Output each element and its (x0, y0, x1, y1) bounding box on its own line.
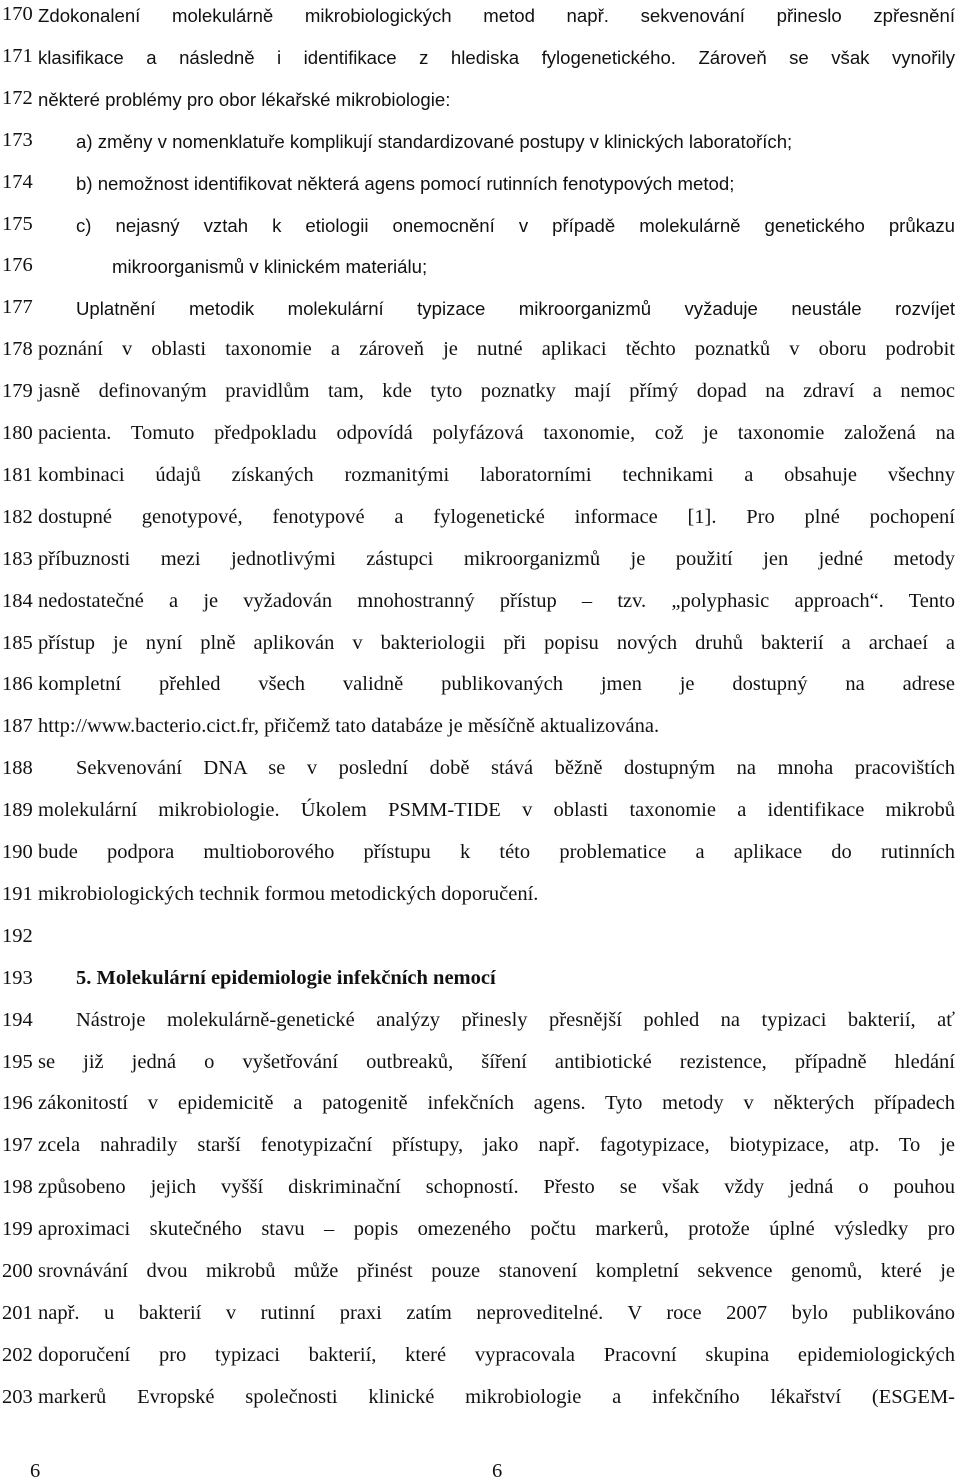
document-line (0, 0, 960, 42)
line-number: 196 (2, 1092, 33, 1115)
line-text: Nástroje molekulárně-genetické analýzy přinesly přesnější pohled na typizaci bakterií, ať (76, 1008, 955, 1031)
document-line (0, 1006, 960, 1048)
line-number: 178 (2, 338, 33, 361)
line-text: doporučení pro typizaci bakterií, které vypracovala Pracovní skupina epidemiologických (38, 1343, 955, 1366)
document-line (0, 712, 960, 754)
line-number: 195 (2, 1050, 33, 1073)
line-number: 198 (2, 1176, 33, 1199)
line-text: přístup je nyní plně aplikován v bakteriologii při popisu nových druhů bakterií a archaeí a (38, 631, 955, 654)
line-number: 175 (2, 212, 33, 235)
line-text: a) změny v nomenklatuře komplikují standardizované postupy v klinických laboratořích; (76, 130, 793, 152)
line-text: molekulární mikrobiologie. Úkolem PSMM-TIDE v oblasti taxonomie a identifikace mikrobů (38, 799, 955, 822)
line-text: se již jedná o vyšetřování outbreaků, šíření antibiotické rezistence, případně hledání (38, 1050, 955, 1073)
document-line (0, 545, 960, 587)
document-line (0, 796, 960, 838)
line-number: 171 (2, 44, 33, 67)
line-number: 174 (2, 170, 33, 193)
line-number: 192 (2, 924, 33, 947)
line-number: 194 (2, 1008, 33, 1031)
line-number: 202 (2, 1343, 33, 1366)
document-line (0, 629, 960, 671)
line-number: 183 (2, 547, 33, 570)
document-line (0, 1089, 960, 1131)
document-line (0, 880, 960, 922)
line-number: 200 (2, 1260, 33, 1282)
document-line (0, 1048, 960, 1090)
document-line (0, 503, 960, 545)
document-line (0, 1173, 960, 1215)
line-text: markerů Evropské společnosti klinické mikrobiologie a infekčního lékařství (ESGEM- (38, 1385, 955, 1408)
line-text: zákonitostí v epidemicitě a patogenitě infekčních agens. Tyto metody v některých případech (38, 1092, 955, 1115)
line-text: http://www.bacterio.cict.fr, přičemž tato databáze je měsíčně aktualizována. (38, 715, 660, 738)
document-line (0, 419, 960, 461)
document-line (0, 84, 960, 126)
line-number: 177 (2, 296, 33, 319)
document-line (0, 335, 960, 377)
line-text: b) nemožnost identifikovat některá agens pomocí rutinních fenotypových metod; (76, 172, 735, 194)
line-text: kombinaci údajů získaných rozmanitými laboratorními technikami a obsahuje všechny (38, 463, 955, 486)
line-number: 182 (2, 505, 33, 528)
document-line (0, 168, 960, 210)
line-text: dostupné genotypové, fenotypové a fylogenetické informace [1]. Pro plné pochopení (38, 505, 955, 528)
document-line (0, 126, 960, 168)
line-number: 197 (2, 1134, 33, 1157)
line-text: Uplatnění metodik molekulární typizace mikroorganizmů vyžaduje neustále rozvíjet (76, 298, 955, 320)
line-number: 179 (2, 380, 33, 403)
line-text: aproximaci skutečného stavu – popis omezeného počtu markerů, protože úplné výsledky pro (38, 1218, 955, 1241)
line-number: 190 (2, 841, 33, 863)
line-number: 173 (2, 128, 33, 151)
page-number-right: 6 (492, 1460, 503, 1482)
line-text: nedostatečné a je vyžadován mnohostranný přístup – tzv. „polyphasic approach“. Tento (38, 589, 955, 612)
line-text: poznání v oblasti taxonomie a zároveň je nutné aplikaci těchto poznatků v oboru podrobit (38, 338, 955, 361)
line-text: mikrobiologických technik formou metodických doporučení. (38, 882, 539, 905)
line-number: 170 (2, 3, 33, 25)
document-line (0, 1299, 960, 1341)
document-line (0, 1215, 960, 1257)
line-number: 180 (2, 422, 33, 444)
document-line (0, 670, 960, 712)
page-number-left: 6 (30, 1460, 41, 1482)
line-number: 187 (2, 715, 33, 738)
line-number: 201 (2, 1301, 33, 1324)
document-line (0, 461, 960, 503)
line-text: klasifikace a následně i identifikace z hlediska fylogenetického. Zároveň se však vynořily (38, 46, 955, 68)
document-line (0, 1383, 960, 1425)
document-line (0, 922, 960, 964)
line-number: 186 (2, 673, 33, 696)
line-number: 181 (2, 463, 33, 486)
line-text: c) nejasný vztah k etiologii onemocnění v případě molekulárně genetického průkazu (76, 214, 955, 236)
line-number: 184 (2, 589, 33, 612)
line-number: 172 (2, 86, 33, 109)
line-text: příbuznosti mezi jednotlivými zástupci mikroorganizmů je použití jen jedné metody (38, 547, 955, 570)
line-text: pacienta. Tomuto předpokladu odpovídá polyfázová taxonomie, což je taxonomie založená na (38, 422, 955, 444)
document-line (0, 587, 960, 629)
line-text: srovnávání dvou mikrobů může přinést pouze stanovení kompletní sekvence genomů, které je (38, 1260, 955, 1282)
line-text: např. u bakterií v rutinní praxi zatím neproveditelné. V roce 2007 bylo publikováno (38, 1301, 955, 1324)
document-line (0, 377, 960, 419)
document-line (0, 210, 960, 252)
line-text: jasně definovaným pravidlům tam, kde tyto poznatky mají přímý dopad na zdraví a nemoc (38, 380, 955, 403)
line-number: 191 (2, 882, 33, 905)
line-text: způsobeno jejich vyšší diskriminační schopností. Přesto se však vždy jedná o pouhou (38, 1176, 955, 1199)
document-line (0, 1341, 960, 1383)
line-text: bude podpora multioborového přístupu k této problematice a aplikace do rutinních (38, 841, 955, 863)
line-text: zcela nahradily starší fenotypizační přístupy, jako např. fagotypizace, biotypizace, atp. To je (38, 1134, 955, 1157)
line-text: mikroorganismů v klinickém materiálu; (112, 256, 428, 278)
section-heading: 5. Molekulární epidemiologie infekčních nemocí (76, 966, 496, 989)
document-line (0, 1257, 960, 1299)
document-line (0, 754, 960, 796)
document-line (0, 293, 960, 335)
line-number: 176 (2, 254, 33, 277)
line-number: 185 (2, 631, 33, 654)
document-line (0, 42, 960, 84)
document-line (0, 964, 960, 1006)
line-text: Sekvenování DNA se v poslední době stává běžně dostupným na mnoha pracovištích (76, 757, 955, 780)
line-number: 203 (2, 1385, 33, 1408)
document-line (0, 251, 960, 293)
line-number: 199 (2, 1218, 33, 1241)
document-line (0, 1131, 960, 1173)
line-text: některé problémy pro obor lékařské mikrobiologie: (38, 88, 451, 110)
line-number: 193 (2, 966, 33, 989)
line-text: kompletní přehled všech validně publikovaných jmen je dostupný na adrese (38, 673, 955, 696)
document-line (0, 838, 960, 880)
line-number: 188 (2, 757, 33, 780)
line-text: Zdokonalení molekulárně mikrobiologických metod např. sekvenování přineslo zpřesnění (38, 5, 955, 26)
line-number: 189 (2, 799, 33, 822)
